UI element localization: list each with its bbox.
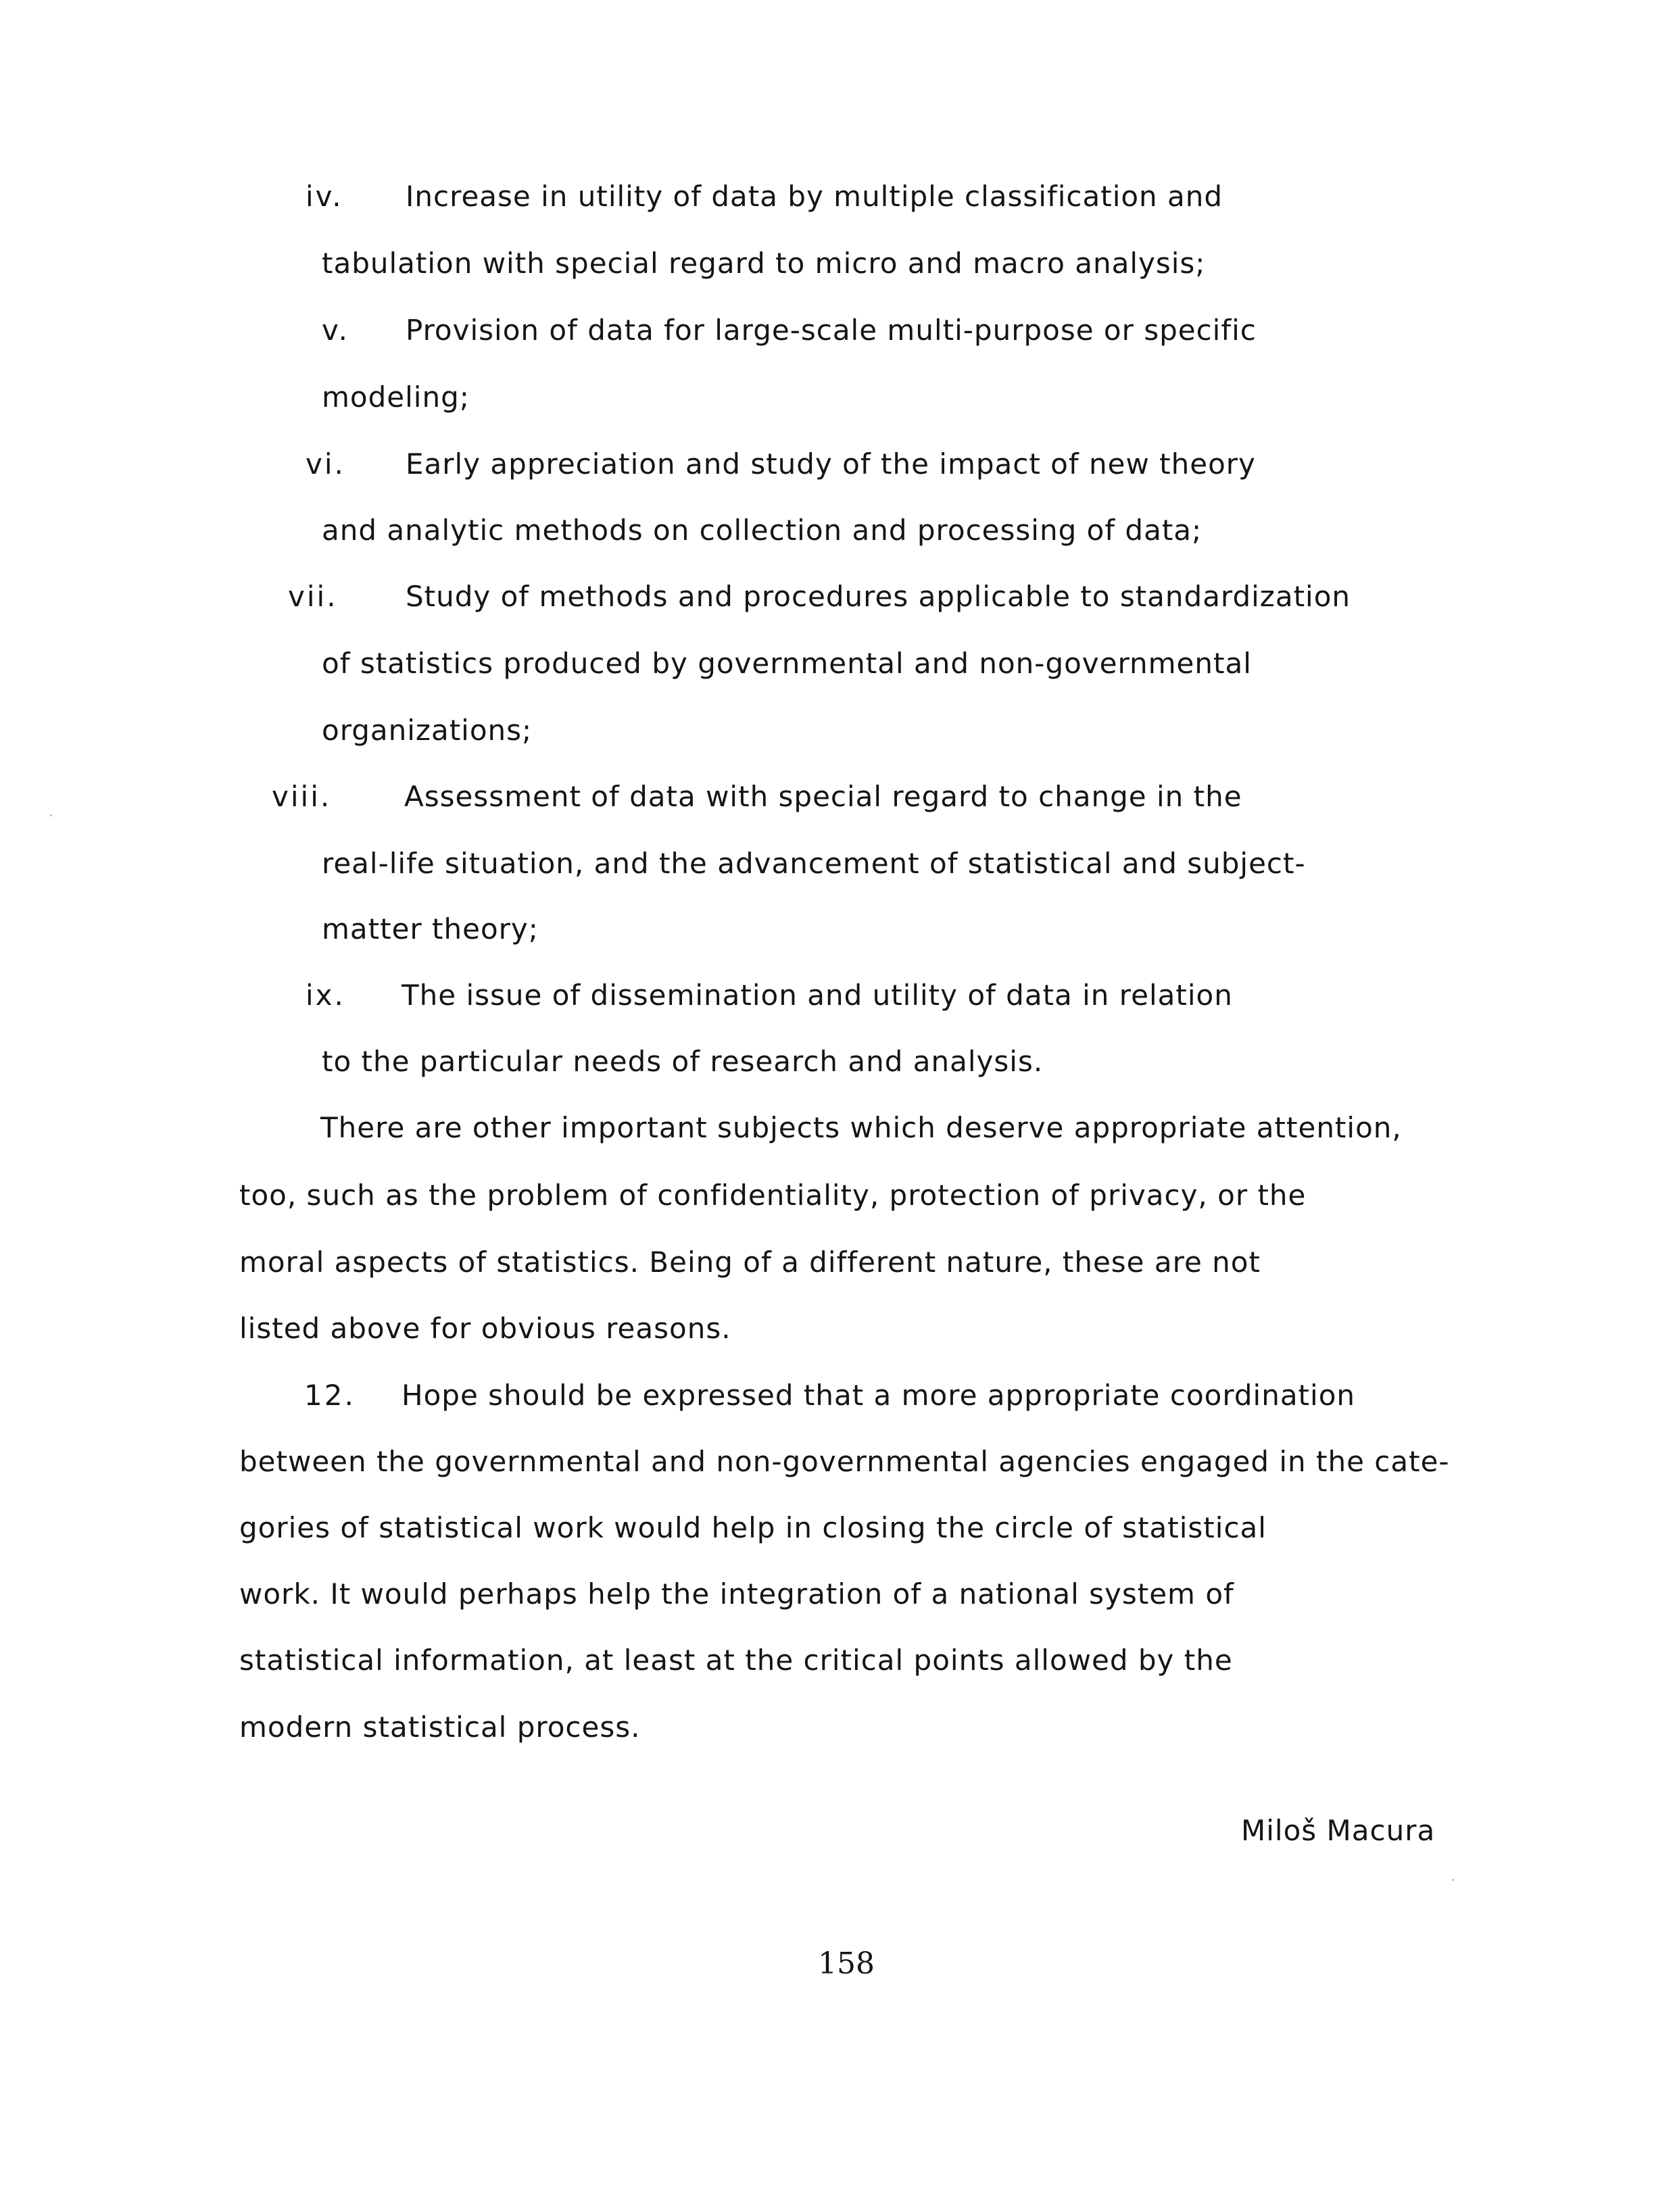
paragraph-12-line-1: Hope should be expressed that a more appropriate coordination	[402, 1379, 1356, 1412]
list-numeral-vi: vi.	[306, 447, 345, 481]
scan-speck	[50, 814, 52, 816]
paragraph-other-line-1: There are other important subjects which deserve appropriate attention,	[320, 1111, 1402, 1144]
list-numeral-iv: iv.	[306, 180, 343, 213]
paragraph-12-line-4: work. It would perhaps help the integration of a national system of	[239, 1577, 1234, 1611]
list-item-vi-line-1: Early appreciation and study of the impact of new theory	[406, 447, 1256, 481]
list-item-v-line-2: modeling;	[322, 380, 470, 414]
list-item-vii-line-1: Study of methods and procedures applicable to standardization	[406, 580, 1351, 613]
paragraph-12-number: 12.	[304, 1379, 356, 1412]
list-numeral-viii: viii.	[272, 780, 332, 813]
list-item-vi-line-2: and analytic methods on collection and processing of data;	[322, 514, 1203, 547]
list-item-ix-line-1: The issue of dissemination and utility of data in relation	[402, 979, 1233, 1012]
list-item-viii-line-2: real-life situation, and the advancement of statistical and subject-	[322, 847, 1306, 880]
paragraph-12-line-3: gories of statistical work would help in closing the circle of statistical	[239, 1511, 1267, 1544]
list-item-ix-line-2: to the particular needs of research and analysis.	[322, 1045, 1044, 1078]
list-numeral-vii: vii.	[288, 580, 338, 613]
paragraph-other-line-2: too, such as the problem of confidentiality, protection of privacy, or the	[239, 1179, 1307, 1212]
paragraph-12-line-5: statistical information, at least at the critical points allowed by the	[239, 1644, 1233, 1677]
list-numeral-ix: ix.	[306, 979, 345, 1012]
list-item-v-line-1: Provision of data for large-scale multi-purpose or specific	[406, 314, 1257, 347]
signature: Miloš Macura	[1241, 1814, 1436, 1847]
list-item-iv-line-1: Increase in utility of data by multiple classification and	[406, 180, 1223, 213]
paragraph-12-line-2: between the governmental and non-governmental agencies engaged in the cate-	[239, 1445, 1450, 1478]
list-item-viii-line-1: Assessment of data with special regard to change in the	[404, 780, 1242, 813]
paragraph-other-line-4: listed above for obvious reasons.	[239, 1312, 731, 1345]
list-item-vii-line-2: of statistics produced by governmental and non-governmental	[322, 647, 1252, 680]
list-item-iv-line-2: tabulation with special regard to micro and macro analysis;	[322, 247, 1206, 280]
list-item-vii-line-3: organizations;	[322, 714, 533, 747]
list-item-viii-line-3: matter theory;	[322, 912, 539, 945]
list-numeral-v: v.	[322, 314, 349, 347]
paragraph-12-line-6: modern statistical process.	[239, 1711, 641, 1744]
paragraph-other-line-3: moral aspects of statistics. Being of a different nature, these are not	[239, 1246, 1261, 1279]
scan-speck	[1452, 1879, 1454, 1881]
page-number: 158	[818, 1946, 875, 1981]
